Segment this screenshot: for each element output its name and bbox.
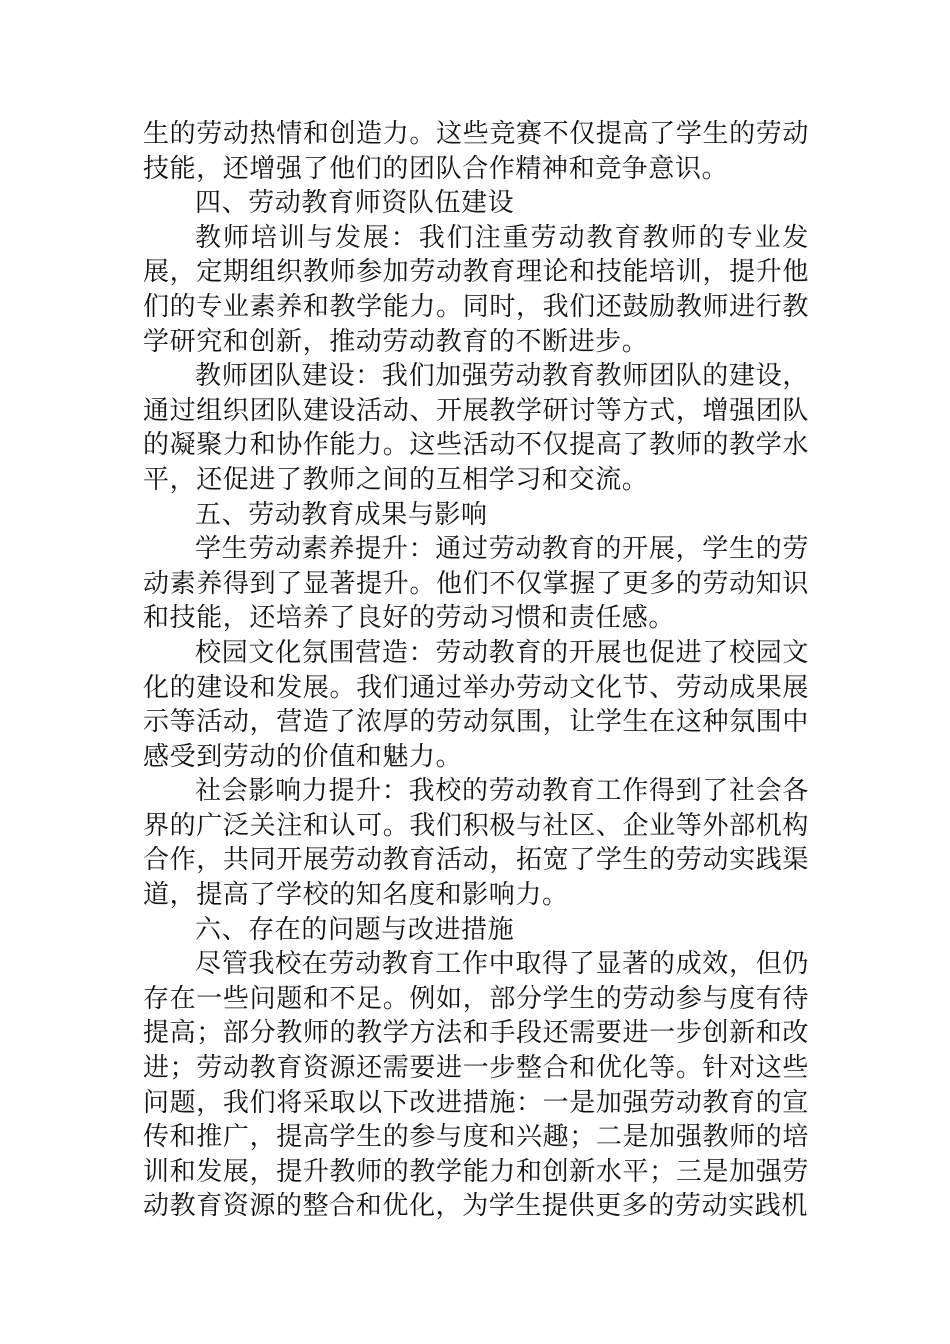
paragraph-teacher-team: 教师团队建设：我们加强劳动教育教师团队的建设，通过组织团队建设活动、开展教学研讨等方式，增强团队的凝聚力和协作能力。这些活动不仅提高了教师的教学水平，还促进了教师之间的互相学习和交流。 (143, 361, 809, 495)
paragraph-campus-culture: 校园文化氛围营造：劳动教育的开展也促进了校园文化的建设和发展。我们通过举办劳动文化节、劳动成果展示等活动，营造了浓厚的劳动氛围，让学生在这种氛围中感受到劳动的价值和魅力。 (143, 637, 809, 772)
section-heading-4: 四、劳动教育师资队伍建设 (195, 188, 515, 219)
section-heading-6: 六、存在的问题与改进措施 (195, 914, 515, 945)
paragraph-teacher-training: 教师培训与发展：我们注重劳动教育教师的专业发展，定期组织教师参加劳动教育理论和技能培训，提升他们的专业素养和教学能力。同时，我们还鼓励教师进行教学研究和创新，推动劳动教育的不断进步。 (143, 222, 809, 357)
paragraph-problems-improvements: 尽管我校在劳动教育工作中取得了显著的成效，但仍存在一些问题和不足。例如，部分学生的劳动参与度有待提高；部分教师的教学方法和手段还需要进一步创新和改进；劳动教育资源还需要进一步整合和优化等。针对这些问题，我们将采取以下改进措施：一是加强劳动教育的宣传和推广，提高学生的参与度和兴趣；二是加强教师的培训和发展，提升教师的教学能力和创新水平；三是加强劳动教育资源的整合和优化，为学生提供更多的劳动实践机 (143, 949, 809, 1222)
document-page (143, 117, 809, 1224)
section-heading-5: 五、劳动教育成果与影响 (195, 499, 488, 530)
paragraph-social-influence: 社会影响力提升：我校的劳动教育工作得到了社会各界的广泛关注和认可。我们积极与社区、企业等外部机构合作，共同开展劳动教育活动，拓宽了学生的劳动实践渠道，提高了学校的知名度和影响力。 (143, 776, 809, 911)
continued-paragraph: 生的劳动热情和创造力。这些竞赛不仅提高了学生的劳动技能，还增强了他们的团队合作精神和竞争意识。 (143, 119, 809, 184)
paragraph-student-literacy: 学生劳动素养提升：通过劳动教育的开展，学生的劳动素养得到了显著提升。他们不仅掌握了更多的劳动知识和技能，还培养了良好的劳动习惯和责任感。 (143, 534, 809, 634)
